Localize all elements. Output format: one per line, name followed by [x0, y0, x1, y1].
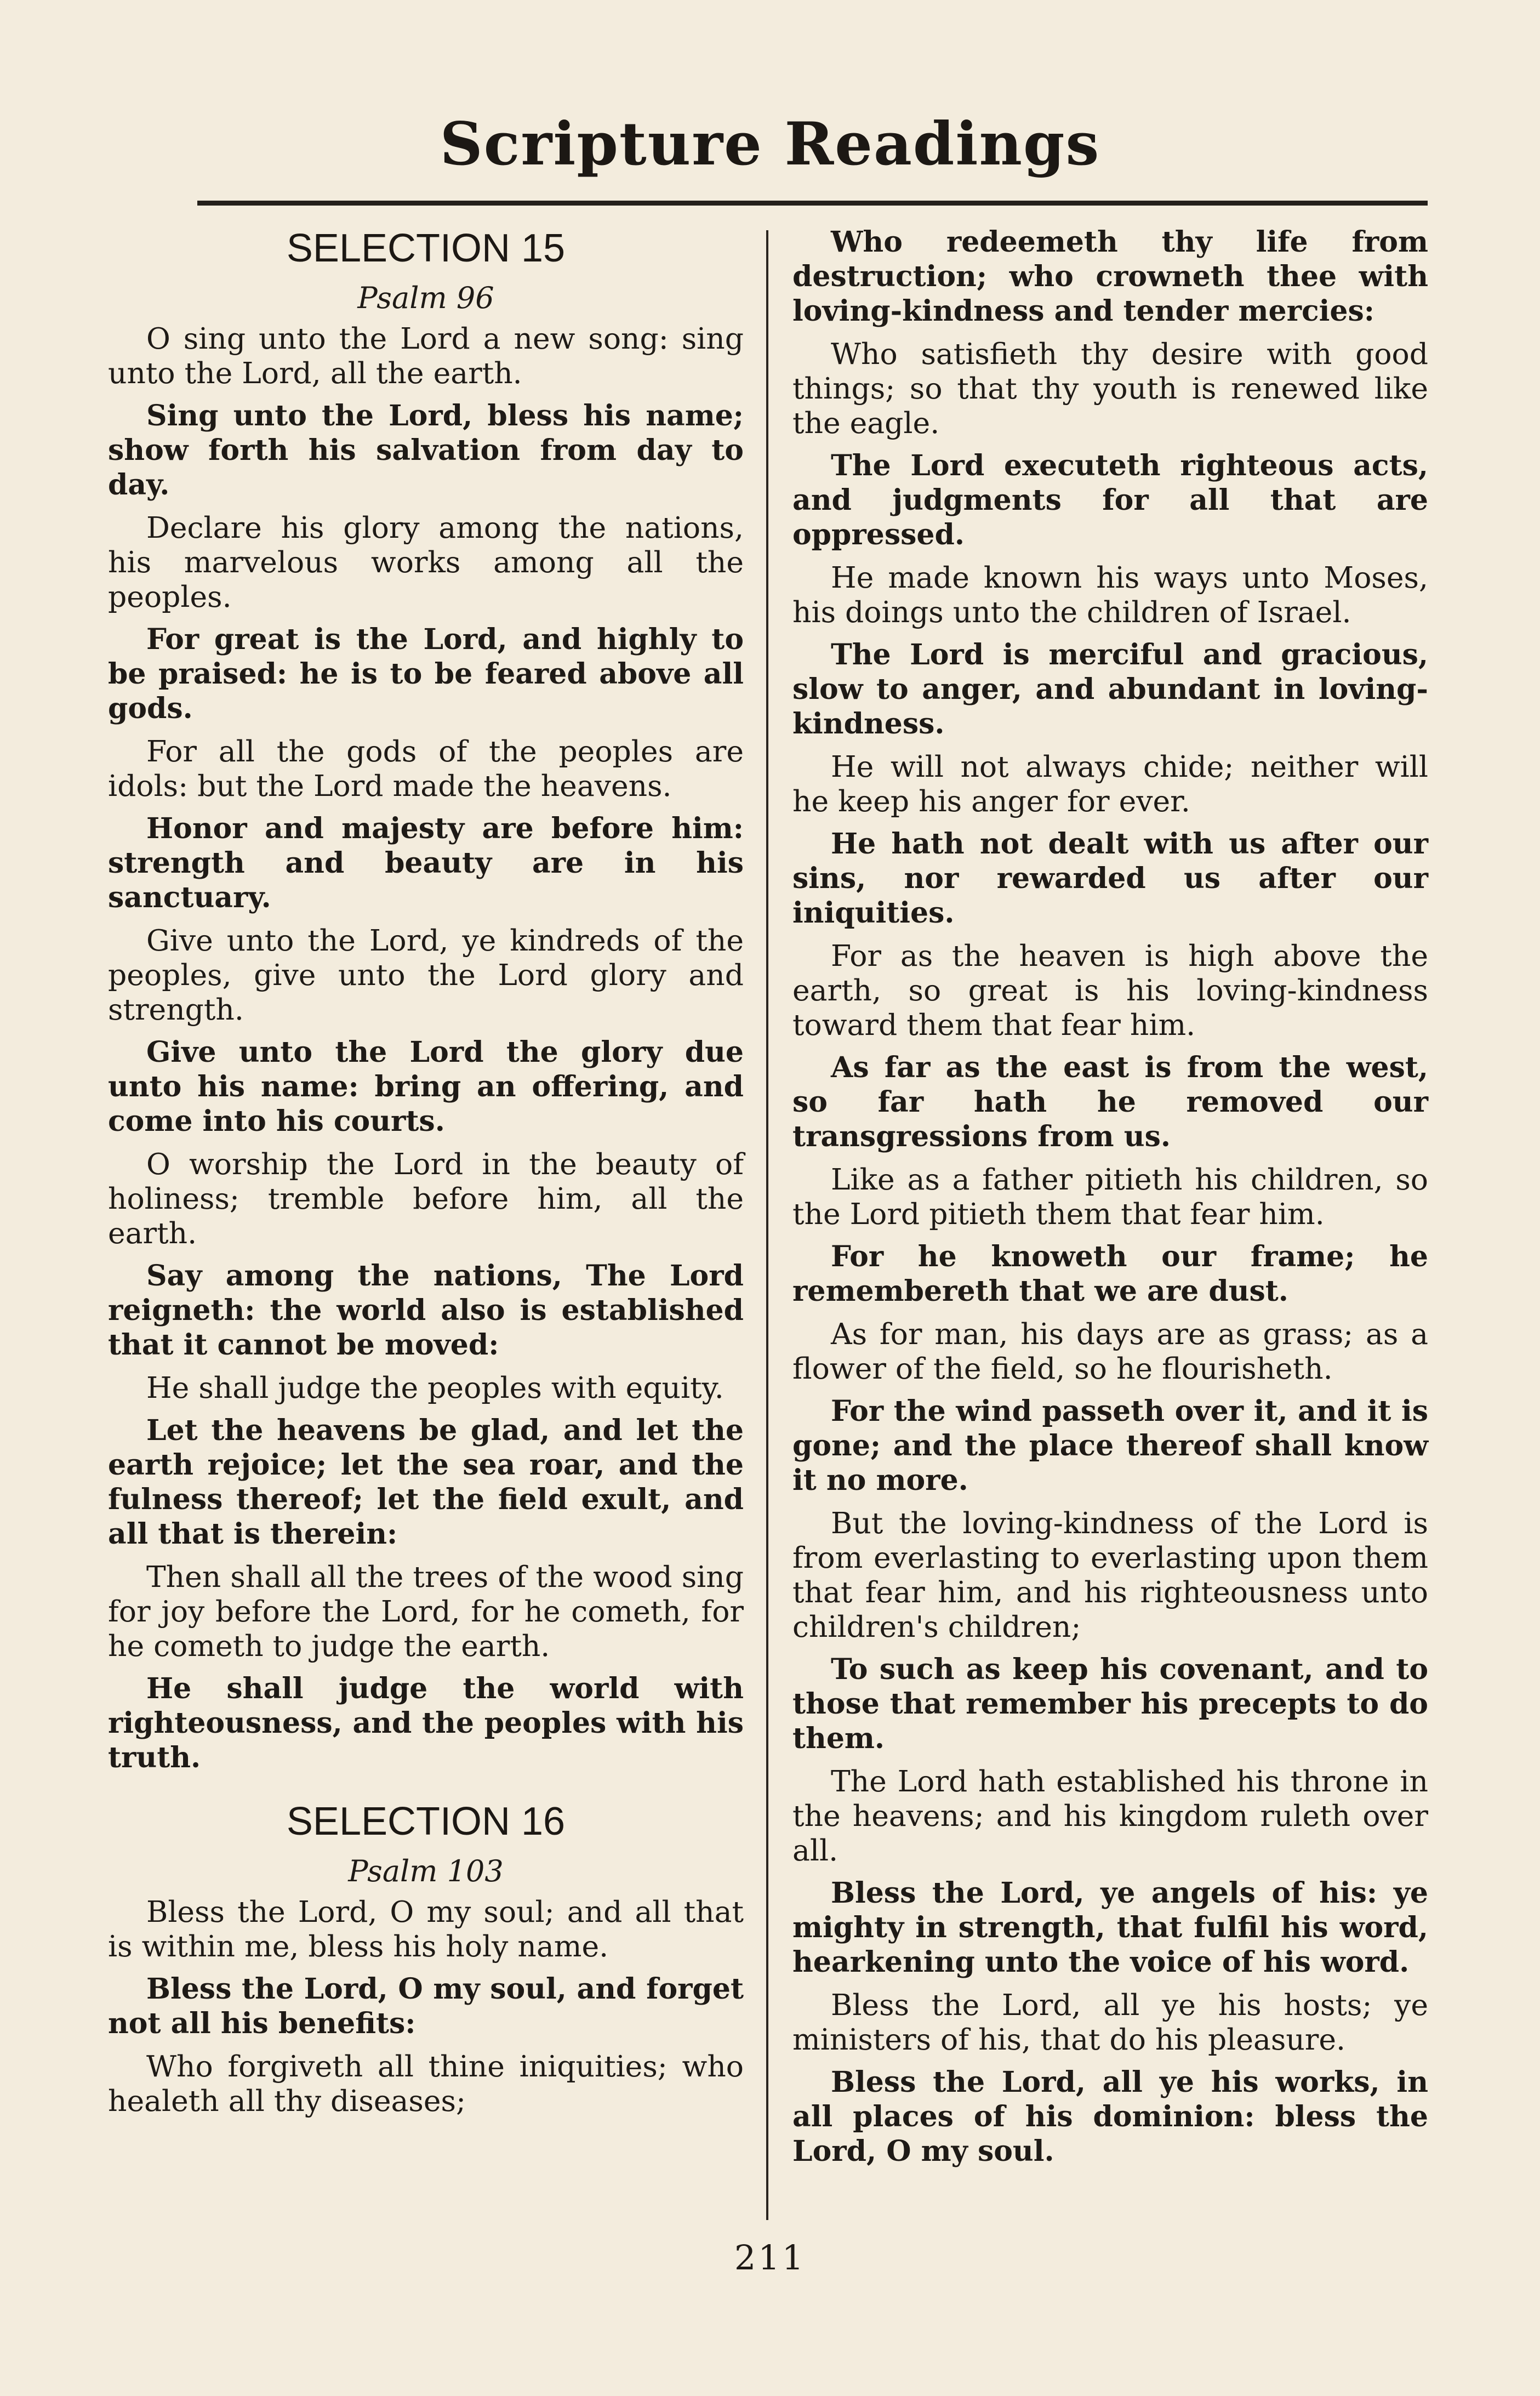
responsive-verse: The Lord executeth righteous acts, and judgments for all that are oppressed.	[792, 449, 1428, 551]
reading-verse: He shall judge the peoples with equity.	[146, 1370, 724, 1405]
responsive-verse: For he knoweth our frame; he remembereth that we are dust.	[792, 1240, 1428, 1308]
psalm-reference: Psalm 103	[348, 1854, 504, 1889]
responsive-verse: He hath not dealt with us after our sins, nor rewarded us after our iniquities.	[792, 827, 1428, 930]
reading-verse: Bless the Lord, all ye his hosts; ye ministers of his, that do his pleasure.	[792, 1988, 1428, 2057]
reading-verse: Who forgiveth all thine iniquities; who healeth all thy diseases;	[108, 2048, 744, 2118]
left-column	[108, 225, 744, 2126]
reading-verse: He made known his ways unto Moses, his doings unto the children of Israel.	[792, 560, 1428, 629]
reading-verse: He will not always chide; neither will he keep his anger for ever.	[792, 749, 1428, 818]
responsive-verse: Honor and majesty are before him: strength and beauty are in his sanctuary.	[108, 811, 744, 914]
right-column	[792, 225, 1428, 2177]
selection-16-verses-right	[792, 225, 1428, 2169]
responsive-verse: As far as the east is from the west, so far hath he removed our transgressions from us.	[792, 1051, 1428, 1153]
selection-heading: SELECTION 15	[286, 226, 566, 270]
selection-16-verses-left	[108, 1894, 744, 2118]
reading-verse: Then shall all the trees of the wood sing for joy before the Lord, for he cometh, for he cometh to judge the earth.	[108, 1559, 744, 1663]
responsive-verse: Bless the Lord, all ye his works, in all places of his dominion: bless the Lord, O my soul.	[792, 2065, 1428, 2168]
reading-verse: O sing unto the Lord a new song: sing unto the Lord, all the earth.	[108, 321, 744, 390]
responsive-verse: Let the heavens be glad, and let the earth rejoice; let the sea roar, and the fulness thereof; let the field exult, and all that is therein:	[108, 1413, 744, 1551]
responsive-verse: Give unto the Lord the glory due unto his name: bring an offering, and come into his courts.	[108, 1035, 744, 1138]
selection-15-verses	[108, 321, 744, 1775]
responsive-verse: Sing unto the Lord, bless his name; show forth his salvation from day to day.	[108, 399, 744, 502]
reading-verse: Declare his glory among the nations, his marvelous works among all the peoples.	[108, 510, 744, 614]
responsive-verse: Bless the Lord, ye angels of his: ye mighty in strength, that fulfil his word, hearkening unto the voice of his word.	[792, 1876, 1428, 1979]
reading-verse: O worship the Lord in the beauty of holiness; tremble before him, all the earth.	[108, 1146, 744, 1250]
responsive-verse: For great is the Lord, and highly to be praised: he is to be feared above all gods.	[108, 622, 744, 725]
column-divider	[766, 230, 768, 2220]
page-number: 211	[734, 2238, 806, 2278]
responsive-verse: He shall judge the world with righteousness, and the peoples with his truth.	[108, 1671, 744, 1774]
reading-verse: Like as a father pitieth his children, so the Lord pitieth them that fear him.	[792, 1162, 1428, 1231]
reading-verse: For as the heaven is high above the earth, so great is his loving-kindness toward them that fear him.	[792, 938, 1428, 1042]
reading-verse: Give unto the Lord, ye kindreds of the peoples, give unto the Lord glory and strength.	[108, 923, 744, 1027]
reading-verse: As for man, his days are as grass; as a flower of the field, so he flourisheth.	[792, 1317, 1428, 1386]
responsive-verse: Say among the nations, The Lord reigneth: the world also is established that it cannot be moved:	[108, 1259, 744, 1362]
responsive-verse: The Lord is merciful and gracious, slow to anger, and abundant in loving-kindness.	[792, 638, 1428, 741]
responsive-verse: Bless the Lord, O my soul, and forget not all his benefits:	[108, 1972, 744, 2040]
reading-verse: For all the gods of the peoples are idols: but the Lord made the heavens.	[108, 733, 744, 803]
reading-verse: But the loving-kindness of the Lord is from everlasting to everlasting upon them that fear him, and his righteousness unto children's children;	[792, 1506, 1428, 1644]
responsive-verse: To such as keep his covenant, and to those that remember his precepts to do them.	[792, 1653, 1428, 1755]
header-rule	[197, 201, 1428, 206]
psalm-reference: Psalm 96	[357, 281, 494, 316]
reading-verse: The Lord hath established his throne in the heavens; and his kingdom ruleth over all.	[792, 1764, 1428, 1868]
page-title: Scripture Readings	[440, 110, 1100, 179]
reading-verse: Bless the Lord, O my soul; and all that is within me, bless his holy name.	[108, 1894, 744, 1964]
responsive-verse: For the wind passeth over it, and it is gone; and the place thereof shall know it no more.	[792, 1395, 1428, 1497]
selection-heading: SELECTION 16	[286, 1799, 566, 1843]
reading-verse: Who satisfieth thy desire with good things; so that thy youth is renewed like the eagle.	[792, 337, 1428, 440]
responsive-verse: Who redeemeth thy life from destruction; who crowneth thee with loving-kindness and tender mercies:	[792, 225, 1428, 328]
